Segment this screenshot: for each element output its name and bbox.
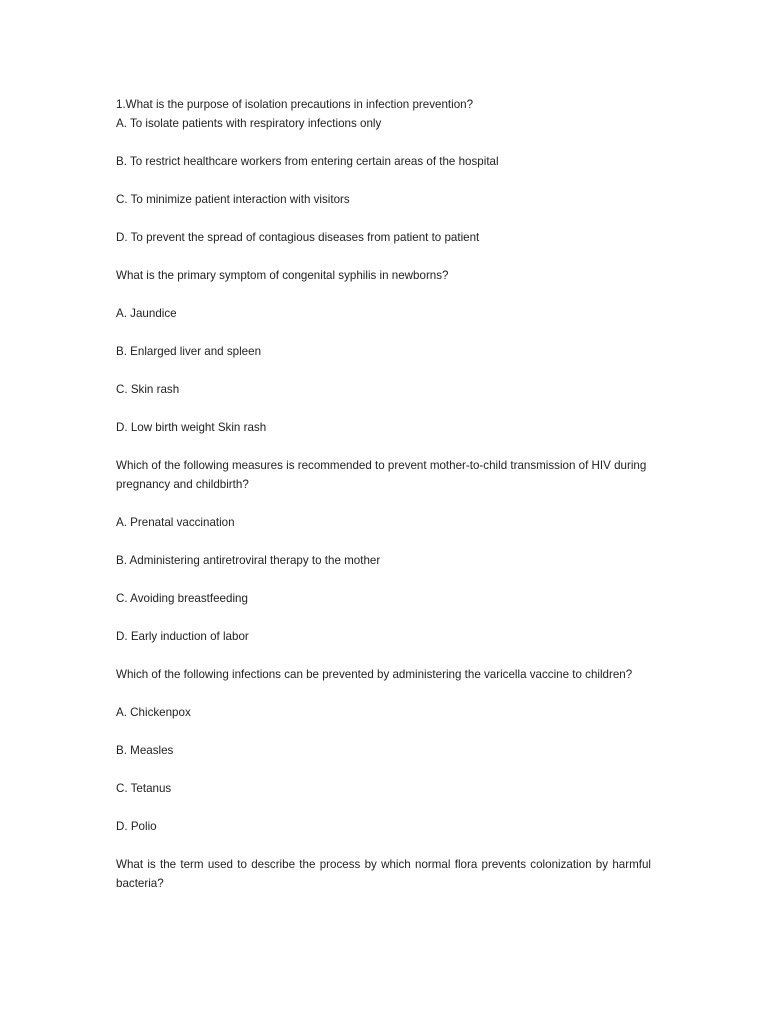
question-2-option-b: B. Enlarged liver and spleen: [116, 345, 262, 358]
question-2-option-c: C. Skin rash: [116, 383, 180, 396]
document-page: [116, 95, 651, 893]
question-1-option-b: B. To restrict healthcare workers from entering certain areas of the hospital: [116, 155, 499, 168]
question-2-text: What is the primary symptom of congenital syphilis in newborns?: [116, 269, 449, 282]
question-4-option-b: B. Measles: [116, 744, 174, 757]
question-1-option-d: D. To prevent the spread of contagious diseases from patient to patient: [116, 231, 480, 244]
question-1-option-a: A. To isolate patients with respiratory infections only: [116, 117, 382, 130]
question-3-option-d: D. Early induction of labor: [116, 630, 249, 643]
question-4-text: Which of the following infections can be prevented by administering the varicella vaccine to children?: [116, 668, 633, 681]
question-3-text: Which of the following measures is recommended to prevent mother-to-child transmission of HIV during pregnancy and childbirth?: [116, 459, 647, 491]
question-1-text: 1.What is the purpose of isolation precautions in infection prevention?: [116, 98, 474, 111]
question-2-option-d: D. Low birth weight Skin rash: [116, 421, 267, 434]
question-3-option-b: B. Administering antiretroviral therapy to the mother: [116, 554, 381, 567]
question-1-option-c: C. To minimize patient interaction with visitors: [116, 193, 350, 206]
question-4-option-d: D. Polio: [116, 820, 157, 833]
question-2-option-a: A. Jaundice: [116, 307, 177, 320]
question-3-option-a: A. Prenatal vaccination: [116, 516, 235, 529]
question-4-option-a: A. Chickenpox: [116, 706, 191, 719]
question-5-text: What is the term used to describe the process by which normal flora prevents colonization by harmful bacteria?: [116, 858, 651, 890]
question-4-option-c: C. Tetanus: [116, 782, 172, 795]
question-3-option-c: C. Avoiding breastfeeding: [116, 592, 248, 605]
